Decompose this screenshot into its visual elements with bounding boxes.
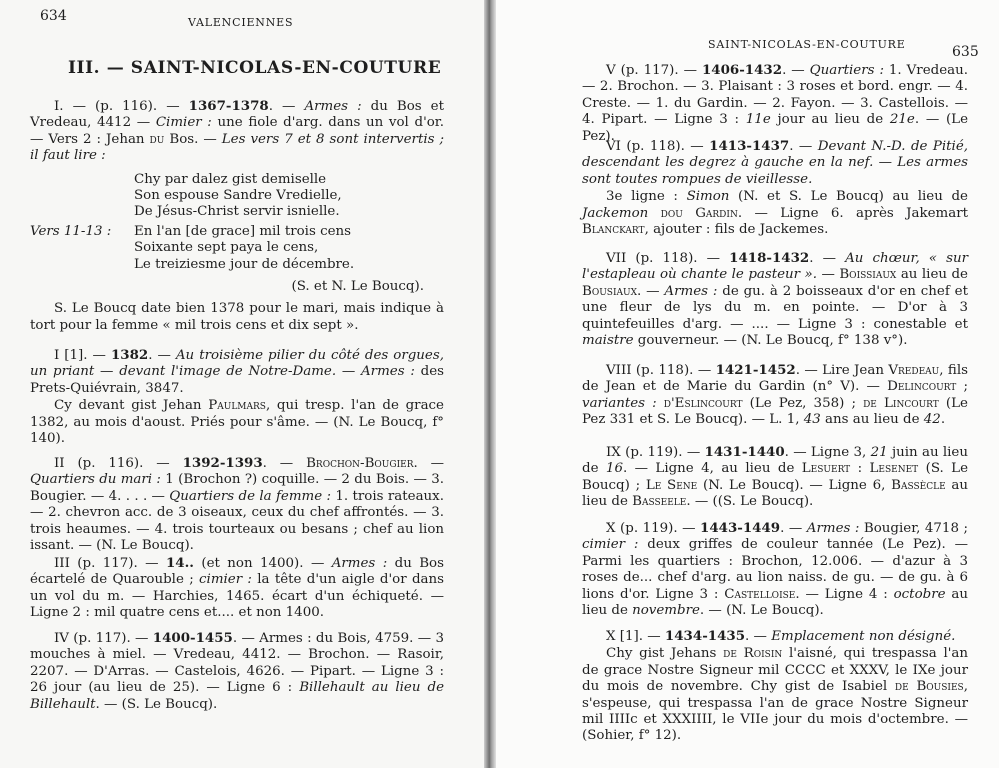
running-head-right: SAINT-NICOLAS-EN-COUTURE (708, 38, 906, 51)
entry-i-1: I [1]. — 1382. — Au troisième pilier du côté des orgues, un priant — devant l'image de Notre-Dame. — Armes : des Prets-Quiévrain, 3847. Cy devant gist Jehan Paulmars, qui tresp. l'an de grace 1382, au mois d'aoust. Priés pour s'âme. — (N. Le Boucq, f° 140). (30, 347, 444, 447)
entry-viii: VIII (p. 118). — 1421-1452. — Lire Jean Vredeau, fils de Jean et de Marie du Gardin (n° V). — Delincourt ; variantes : d'Eslincourt (Le Pez, 358) ; de Lincourt (Le Pez 331 et S. Le Boucq). — L. 1, 43 ans au lieu de 42. (582, 362, 968, 428)
entry-ix: IX (p. 119). — 1431-1440. — Ligne 3, 21 juin au lieu de 16. — Ligne 4, au lieu de Lesuert : Lesenet (S. Le Boucq) ; Le Sene (N. Le Boucq). — Ligne 6, Bassècle au lieu de Basseele. — ((S. Le Boucq). (582, 444, 969, 510)
section-title: III. — SAINT-NICOLAS-EN-COUTURE (68, 58, 442, 78)
verse-block-1: Chy par dalez gist demiselle Son espouse Sandre Vredielle, De Jésus-Christ servir isnielle. (134, 171, 342, 220)
verse-block-2: Vers 11-13 : En l'an [de grace] mil trois cens Soixante sept paya le cens, Le treiziesme jour de décembre. (30, 224, 355, 272)
entry-vi: VI (p. 118). — 1413-1437. — Devant N.-D. de Pitié, descendant les degrez à gauche en la nef. — Les armes sont toutes rompues de vieillesse. 3e ligne : Simon (N. et S. Le Boucq) au lieu de Jackemon dou Gardin. — Ligne 6. après Jakemart Blanckart, ajouter : fils de Jackemes. (582, 138, 968, 238)
entry-x-1: X [1]. — 1434-1435. — Emplacement non désigné. Chy gist Jehans de Roisin l'aisné, qui trespassa l'an de grace Nostre Signeur mil CCCC et XXXV, le IXe jour du mois de novembre. Chy gist de Isabiel de Bousies, s'espeuse, qui trespassa l'an de grace Nostre Signeur mil IIIIc et XXXIIII, le VIIe jour du mois d'octembre. — (Sohier, f° 12). (582, 628, 969, 744)
entry-iii: III (p. 117). — 14.. (et non 1400). — Armes : du Bos écartelé de Quarouble ; cimier : la tête d'un aigle d'or dans un vol du m. — Harchies, 1465. écart d'un échiqueté. — Ligne 2 : mil quatre cens et.... et non 1400. (30, 555, 445, 621)
entry-x: X (p. 119). — 1443-1449. — Armes : Bougier, 4718 ; cimier : deux griffes de couleur tannée (Le Pez). — Parmi les quartiers : Brochon, 12.006. — d'azur à 3 roses de... chef d'arg. au lion naiss. de gu. — de gu. à 6 lions d'or. Ligne 3 : Castelloise. — Ligne 4 : octobre au lieu de novembre. — (N. Le Boucq). (582, 520, 969, 619)
book-gutter (484, 0, 496, 768)
entry-iv: IV (p. 117). — 1400-1455. — Armes : du Bois, 4759. — 3 mouches à miel. — Vredeau, 4412. — Brochon. — Rasoir, 2207. — D'Arras. — Castelois, 4626. — Pipart. — Ligne 3 : 26 jour (au lieu de 25). — Ligne 6 : Billehault au lieu de Billehault. — (S. Le Boucq). (30, 630, 444, 712)
right-page (496, 0, 999, 768)
entry-i: I. — (p. 116). — 1367-1378. — Armes : du Bos et Vredeau, 4412 — Cimier : une fiole d'arg. dans un vol d'or. — Vers 2 : Jehan du Bos. — Les vers 7 et 8 sont intervertis ; il faut lire : Chy par dalez gist demiselle Son espouse Sandre Vredielle, De Jésus-Christ servir isnielle. Vers 11-13 : En l'an [de grace] mil trois cens Soixante sept paya le cens, Le treiziesme jour de décembre. (S. et N. Le Boucq). S. Le Boucq date bien 1378 pour le mari, mais indique à tort pour la femme « mil trois cens et dix sept ». (30, 98, 444, 333)
entry-v: V (p. 117). — 1406-1432. — Quartiers : 1. Vredeau. — 2. Brochon. — 3. Plaisant : 3 roses et bord. engr. — 4. Creste. — 1. du Gardin. — 2. Fayon. — 3. Castellois. — 4. Pipart. — Ligne 3 : 11e jour au lieu de 21e. — (Le Pez). (582, 62, 968, 144)
left-page (0, 0, 484, 768)
entry-ii: II (p. 116). — 1392-1393. — Brochon-Bougier. — Quartiers du mari : 1 (Brochon ?) coquille. — 2 du Bois. — 3. Bougier. — 4. . . . — Quartiers de la femme : 1. trois rateaux. — 2. chevron acc. de 3 oiseaux, ceux du chef affrontés. — 3. trois heaumes. — 4. trois tourteaux ou besans ; chef au lion issant. — (N. Le Boucq). (30, 455, 445, 554)
running-head-left: VALENCIENNES (188, 16, 294, 29)
page-number-left: 634 (40, 8, 67, 24)
entry-vii: VII (p. 118). — 1418-1432. — Au chœur, « sur l'estapleau où chante le pasteur ». — Boissiaux au lieu de Bousiaux. — Armes : de gu. à 2 boisseaux d'or en chef et une fleur de lys du m. en pointe. — D'or à 3 quintefeuilles d'arg. — .... — Ligne 3 : conestable et maistre gouverneur. — (N. Le Boucq, f° 138 v°). (582, 250, 968, 349)
page-number-right: 635 (952, 44, 979, 60)
